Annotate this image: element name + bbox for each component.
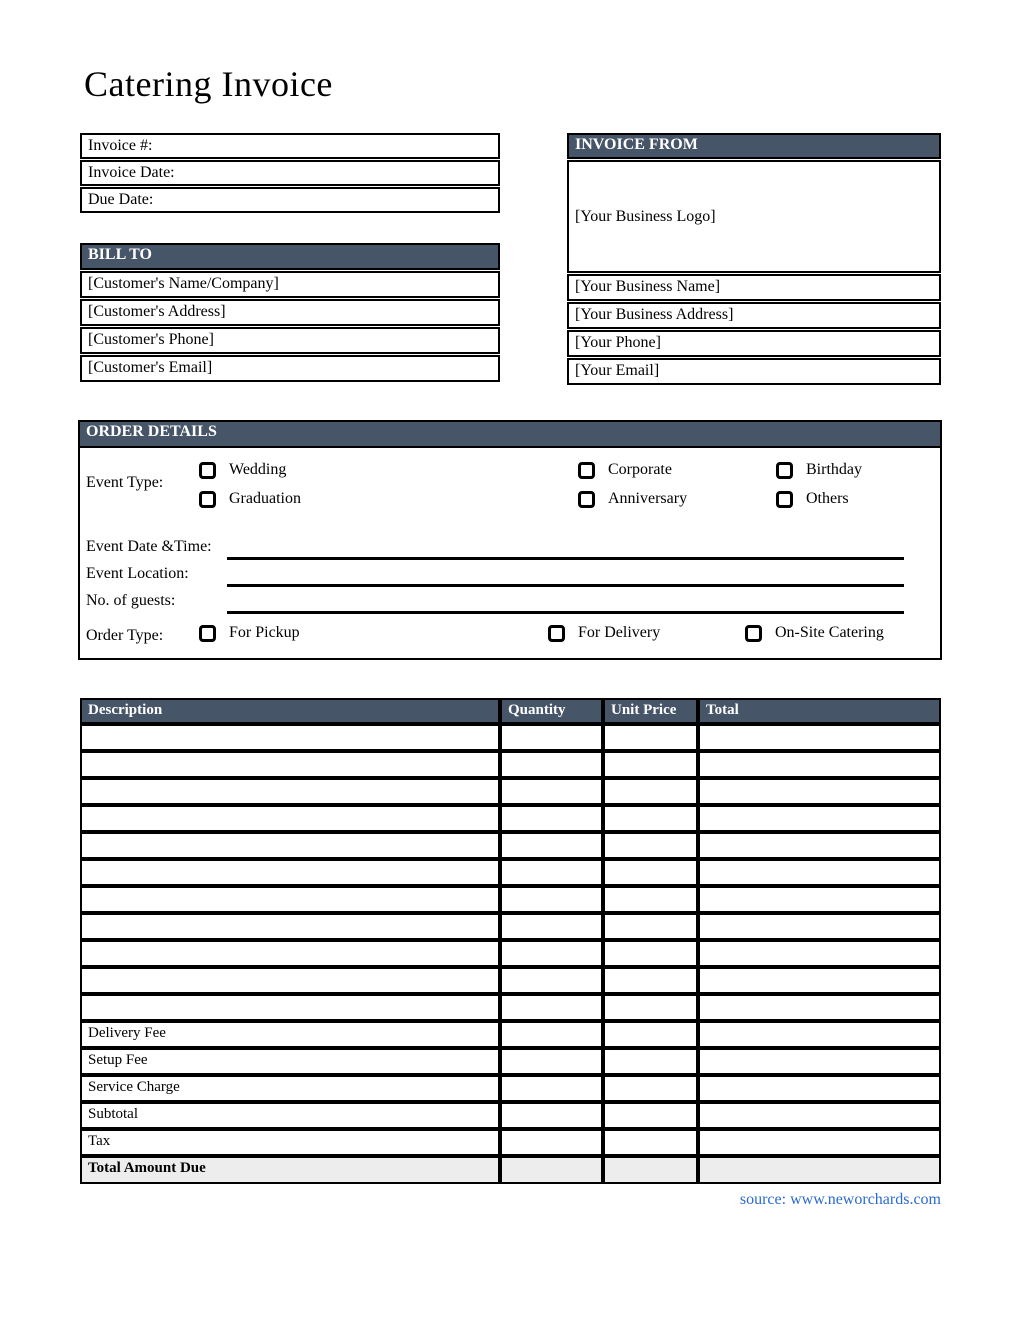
item-quantity-cell[interactable]	[500, 994, 603, 1021]
event-type-column-1	[199, 461, 301, 519]
item-total-cell[interactable]	[698, 805, 941, 832]
item-rows-container	[80, 724, 941, 1021]
event-type-option-corporate	[578, 461, 687, 479]
others-label: Others	[806, 490, 849, 507]
event-type-column-3	[776, 461, 862, 519]
setup-fee-row	[80, 1048, 941, 1075]
due-date-label: Due Date:	[88, 191, 154, 208]
item-quantity-cell[interactable]	[500, 805, 603, 832]
item-unit-price-cell[interactable]	[603, 832, 698, 859]
invoice-meta-box	[80, 133, 500, 213]
due-date-field[interactable]	[80, 187, 500, 213]
item-quantity-cell[interactable]	[500, 751, 603, 778]
service-charge-row	[80, 1075, 941, 1102]
graduation-label: Graduation	[229, 490, 301, 507]
total-amount-quantity-cell	[500, 1156, 603, 1184]
others-checkbox[interactable]	[776, 491, 793, 508]
item-unit-price-cell[interactable]	[603, 913, 698, 940]
event-location-row	[80, 565, 940, 587]
delivery-checkbox[interactable]	[548, 625, 565, 642]
item-unit-price-cell[interactable]	[603, 724, 698, 751]
total-amount-unit-cell	[603, 1156, 698, 1184]
customer-address-field[interactable]: [Customer's Address]	[80, 299, 500, 326]
items-table	[80, 698, 941, 1184]
item-total-cell[interactable]	[698, 832, 941, 859]
business-logo-field[interactable]: [Your Business Logo]	[567, 160, 941, 273]
bill-to-box	[80, 243, 500, 382]
item-description-cell[interactable]	[80, 832, 500, 859]
event-datetime-input-line[interactable]	[227, 557, 904, 560]
order-type-option-pickup	[199, 624, 300, 642]
item-description-cell[interactable]	[80, 751, 500, 778]
source-link[interactable]: source: www.neworchards.com	[739, 1191, 941, 1208]
unit-price-header: Unit Price	[603, 698, 698, 724]
birthday-label: Birthday	[806, 461, 862, 478]
event-datetime-row	[80, 538, 940, 560]
item-total-cell[interactable]	[698, 724, 941, 751]
tax-total-cell[interactable]	[698, 1129, 941, 1156]
total-amount-due-row	[80, 1156, 941, 1184]
page-title: Catering Invoice	[84, 64, 333, 104]
item-description-cell[interactable]	[80, 940, 500, 967]
item-description-cell[interactable]	[80, 778, 500, 805]
tax-quantity-cell[interactable]	[500, 1129, 603, 1156]
onsite-catering-checkbox[interactable]	[745, 625, 762, 642]
event-location-input-line[interactable]	[227, 584, 904, 587]
item-description-cell[interactable]	[80, 967, 500, 994]
item-unit-price-cell[interactable]	[603, 967, 698, 994]
delivery-label: For Delivery	[578, 624, 661, 641]
service-charge-unit-cell[interactable]	[603, 1075, 698, 1102]
invoice-number-label: Invoice #:	[88, 137, 153, 154]
item-row	[80, 724, 941, 751]
corporate-label: Corporate	[608, 461, 672, 478]
delivery-fee-unit-cell[interactable]	[603, 1021, 698, 1048]
item-description-cell[interactable]	[80, 859, 500, 886]
item-description-cell[interactable]	[80, 886, 500, 913]
item-quantity-cell[interactable]	[500, 724, 603, 751]
tax-unit-cell[interactable]	[603, 1129, 698, 1156]
invoice-number-field[interactable]	[80, 133, 500, 159]
invoice-date-field[interactable]	[80, 160, 500, 186]
bill-to-header: BILL TO	[80, 243, 500, 270]
item-row	[80, 832, 941, 859]
item-unit-price-cell[interactable]	[603, 778, 698, 805]
guest-count-row	[80, 592, 940, 614]
item-quantity-cell[interactable]	[500, 940, 603, 967]
quantity-header: Quantity	[500, 698, 603, 724]
graduation-checkbox[interactable]	[199, 491, 216, 508]
tax-label: Tax	[80, 1129, 500, 1156]
business-email-field[interactable]: [Your Email]	[567, 358, 941, 385]
event-location-label: Event Location:	[86, 565, 189, 582]
item-row	[80, 967, 941, 994]
item-quantity-cell[interactable]	[500, 886, 603, 913]
subtotal-total-cell[interactable]	[698, 1102, 941, 1129]
item-row	[80, 940, 941, 967]
subtotal-quantity-cell[interactable]	[500, 1102, 603, 1129]
service-charge-quantity-cell[interactable]	[500, 1075, 603, 1102]
item-total-cell[interactable]	[698, 859, 941, 886]
business-address-field[interactable]: [Your Business Address]	[567, 302, 941, 329]
item-unit-price-cell[interactable]	[603, 886, 698, 913]
setup-fee-label: Setup Fee	[80, 1048, 500, 1075]
item-quantity-cell[interactable]	[500, 967, 603, 994]
item-unit-price-cell[interactable]	[603, 805, 698, 832]
invoice-from-header: INVOICE FROM	[567, 133, 941, 159]
event-type-label: Event Type:	[86, 474, 164, 491]
service-charge-total-cell[interactable]	[698, 1075, 941, 1102]
item-quantity-cell[interactable]	[500, 913, 603, 940]
item-unit-price-cell[interactable]	[603, 859, 698, 886]
item-row	[80, 778, 941, 805]
item-total-cell[interactable]	[698, 967, 941, 994]
item-row	[80, 751, 941, 778]
item-description-cell[interactable]	[80, 994, 500, 1021]
business-name-field[interactable]: [Your Business Name]	[567, 274, 941, 301]
total-amount-total-cell	[698, 1156, 941, 1184]
item-total-cell[interactable]	[698, 940, 941, 967]
item-total-cell[interactable]	[698, 778, 941, 805]
item-total-cell[interactable]	[698, 751, 941, 778]
total-header: Total	[698, 698, 941, 724]
order-type-option-delivery	[548, 624, 660, 642]
anniversary-label: Anniversary	[608, 490, 688, 507]
item-row	[80, 886, 941, 913]
subtotal-unit-cell[interactable]	[603, 1102, 698, 1129]
anniversary-checkbox[interactable]	[578, 491, 595, 508]
wedding-checkbox[interactable]	[199, 462, 216, 479]
item-row	[80, 805, 941, 832]
delivery-fee-quantity-cell[interactable]	[500, 1021, 603, 1048]
event-type-option-others	[776, 490, 862, 508]
setup-fee-total-cell[interactable]	[698, 1048, 941, 1075]
event-type-option-anniversary	[578, 490, 687, 508]
item-quantity-cell[interactable]	[500, 832, 603, 859]
item-unit-price-cell[interactable]	[603, 751, 698, 778]
total-amount-due-label: Total Amount Due	[80, 1156, 500, 1184]
pickup-label: For Pickup	[229, 624, 300, 641]
customer-phone-field[interactable]: [Customer's Phone]	[80, 327, 500, 354]
customer-name-field[interactable]: [Customer's Name/Company]	[80, 271, 500, 298]
invoice-from-box	[567, 133, 941, 385]
item-total-cell[interactable]	[698, 886, 941, 913]
item-row	[80, 859, 941, 886]
order-details-body	[80, 448, 940, 656]
order-type-option-onsite	[745, 624, 884, 642]
order-type-label: Order Type:	[86, 627, 164, 644]
item-total-cell[interactable]	[698, 994, 941, 1021]
event-type-column-2	[578, 461, 687, 519]
setup-fee-quantity-cell[interactable]	[500, 1048, 603, 1075]
business-phone-field[interactable]: [Your Phone]	[567, 330, 941, 357]
item-description-cell[interactable]	[80, 913, 500, 940]
delivery-fee-total-cell[interactable]	[698, 1021, 941, 1048]
guest-count-label: No. of guests:	[86, 592, 176, 609]
birthday-checkbox[interactable]	[776, 462, 793, 479]
item-unit-price-cell[interactable]	[603, 940, 698, 967]
delivery-fee-row	[80, 1021, 941, 1048]
item-quantity-cell[interactable]	[500, 778, 603, 805]
delivery-fee-label: Delivery Fee	[80, 1021, 500, 1048]
order-details-header: ORDER DETAILS	[80, 422, 940, 448]
subtotal-label: Subtotal	[80, 1102, 500, 1129]
wedding-label: Wedding	[229, 461, 287, 478]
event-type-option-wedding	[199, 461, 301, 479]
item-total-cell[interactable]	[698, 913, 941, 940]
subtotal-row	[80, 1102, 941, 1129]
customer-email-field[interactable]: [Customer's Email]	[80, 355, 500, 382]
item-description-cell[interactable]	[80, 805, 500, 832]
items-header-row	[80, 698, 941, 724]
order-details-box	[78, 420, 942, 660]
description-header: Description	[80, 698, 500, 724]
item-unit-price-cell[interactable]	[603, 994, 698, 1021]
item-description-cell[interactable]	[80, 724, 500, 751]
event-datetime-label: Event Date &Time:	[86, 538, 212, 555]
setup-fee-unit-cell[interactable]	[603, 1048, 698, 1075]
pickup-checkbox[interactable]	[199, 625, 216, 642]
event-type-option-birthday	[776, 461, 862, 479]
guest-count-input-line[interactable]	[227, 611, 904, 614]
event-type-option-graduation	[199, 490, 301, 508]
invoice-date-label: Invoice Date:	[88, 164, 175, 181]
onsite-catering-label: On-Site Catering	[775, 624, 884, 641]
corporate-checkbox[interactable]	[578, 462, 595, 479]
tax-row	[80, 1129, 941, 1156]
item-row	[80, 994, 941, 1021]
service-charge-label: Service Charge	[80, 1075, 500, 1102]
item-row	[80, 913, 941, 940]
item-quantity-cell[interactable]	[500, 859, 603, 886]
